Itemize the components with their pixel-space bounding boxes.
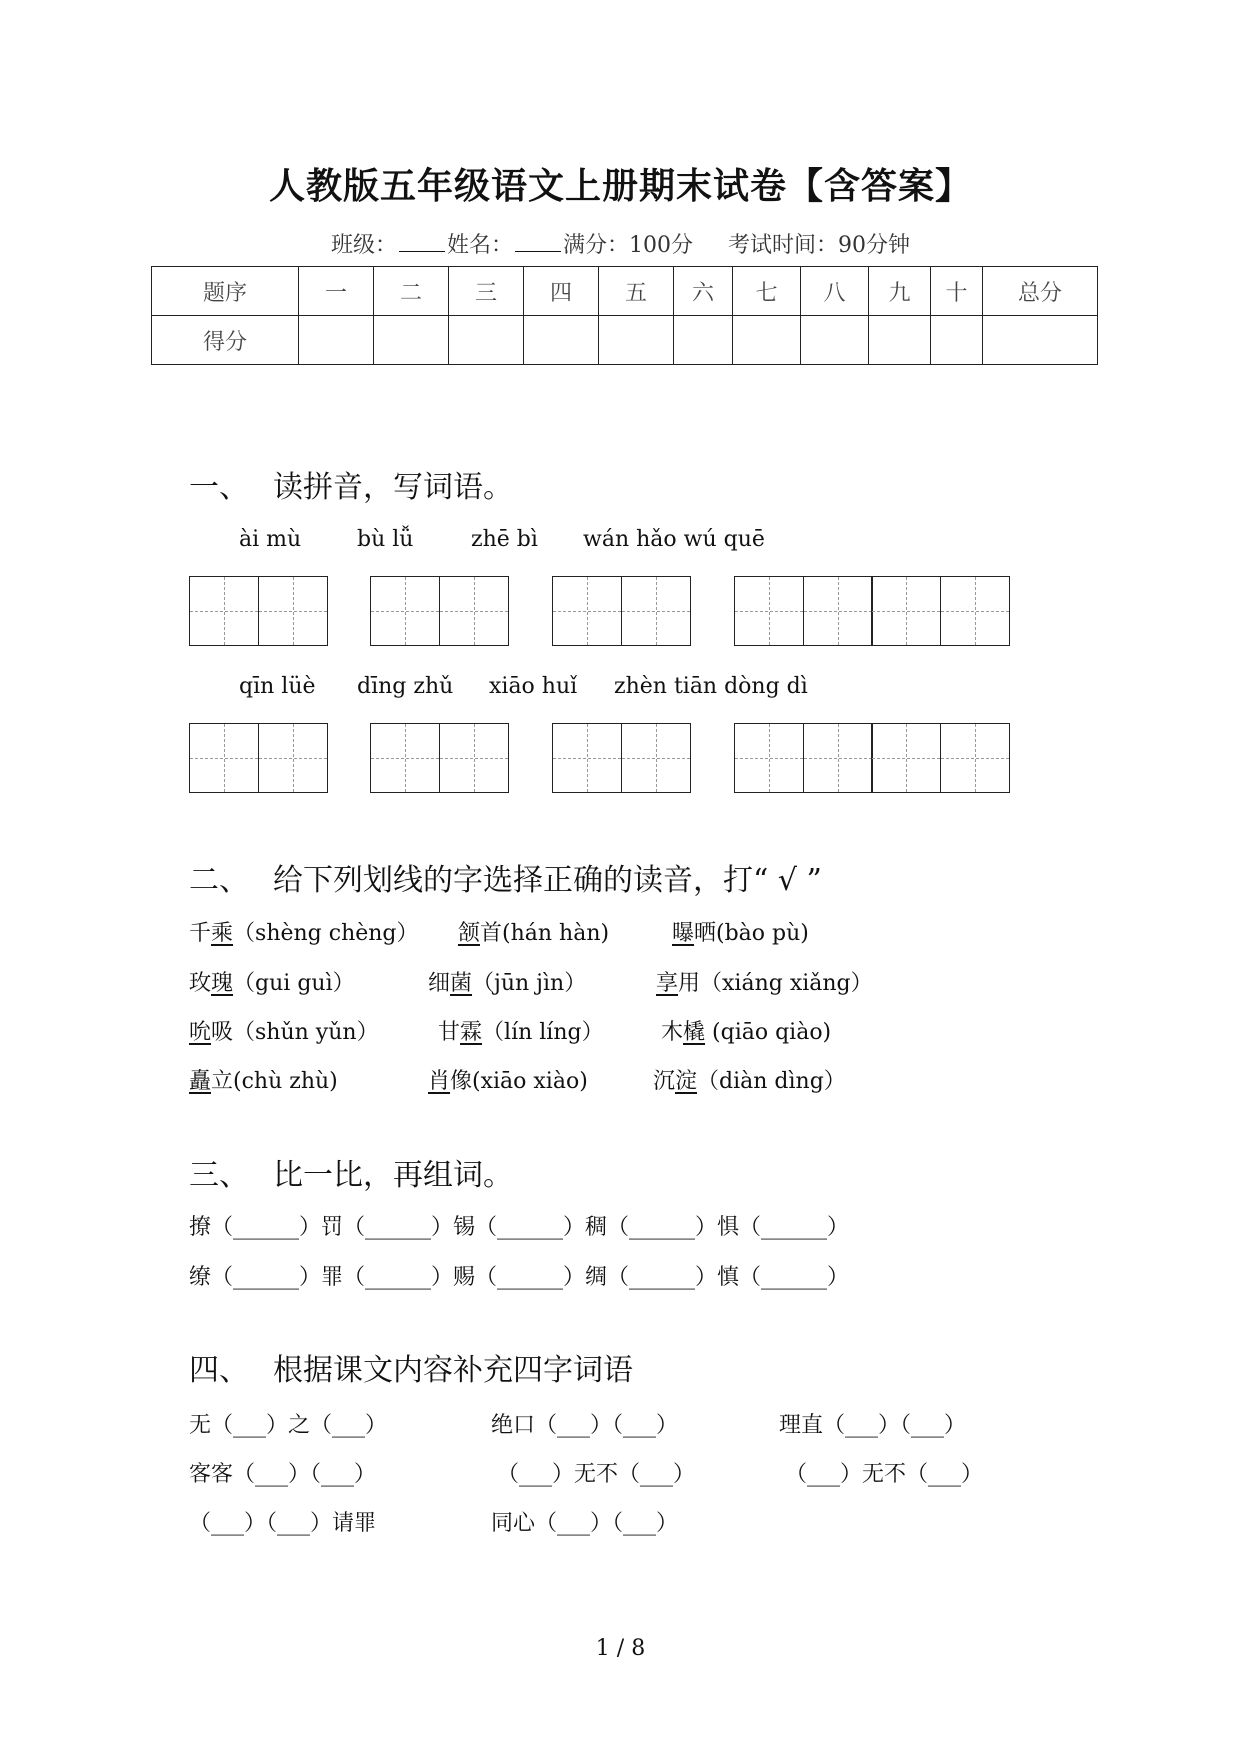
section-number: 二、	[189, 863, 249, 898]
score-cell[interactable]	[374, 316, 449, 365]
writing-grid[interactable]	[734, 576, 1010, 646]
score-cell[interactable]	[869, 316, 931, 365]
full-score: 满分：100分	[563, 233, 694, 258]
score-cell[interactable]	[733, 316, 801, 365]
reading-item	[189, 1064, 338, 1095]
score-cell[interactable]	[449, 316, 524, 365]
score-cell[interactable]	[674, 316, 733, 365]
reading-item	[656, 966, 873, 997]
section-title: 比一比，再组词。	[273, 1158, 513, 1193]
grid-cell[interactable]	[370, 723, 440, 793]
idiom-item[interactable]: （___）无不（___）	[497, 1462, 696, 1487]
grid-cell[interactable]	[940, 723, 1010, 793]
idiom-item[interactable]: 绝口（___）（___）	[491, 1413, 679, 1438]
header-cell: 八	[801, 267, 869, 316]
grid-cell[interactable]	[734, 723, 804, 793]
header-cell: 十	[931, 267, 983, 316]
underlined-char: 颔	[458, 921, 481, 946]
writing-grid[interactable]	[370, 576, 509, 646]
score-cell[interactable]	[299, 316, 374, 365]
item-options[interactable]: 用（xiáng xiǎng）	[678, 971, 873, 996]
score-cell[interactable]	[801, 316, 869, 365]
grid-cell[interactable]	[439, 576, 509, 646]
underlined-char: 橇	[683, 1020, 706, 1045]
writing-grid[interactable]	[552, 723, 691, 793]
page-title: 人教版五年级语文上册期末试卷【含答案】	[268, 165, 972, 207]
score-cell[interactable]	[983, 316, 1098, 365]
item-text: 沉	[653, 1069, 676, 1094]
item-text: 木	[661, 1020, 684, 1045]
item-options[interactable]: （shèng chèng）	[233, 921, 419, 946]
item-options[interactable]: 首(hán hàn)	[480, 921, 610, 946]
writing-grid[interactable]	[189, 723, 328, 793]
idiom-item[interactable]: 无（___）之（___）	[189, 1413, 388, 1438]
grid-cell[interactable]	[803, 723, 873, 793]
score-table-score-row	[152, 316, 1098, 365]
reading-item	[189, 916, 419, 947]
grid-cell[interactable]	[189, 576, 259, 646]
writing-grid[interactable]	[189, 576, 328, 646]
score-cell[interactable]	[599, 316, 674, 365]
item-options[interactable]: 立(chù zhù)	[211, 1069, 338, 1094]
reading-item	[653, 1064, 846, 1095]
grid-cell[interactable]	[258, 576, 328, 646]
writing-grid[interactable]	[552, 576, 691, 646]
item-options[interactable]: 吸（shǔn yǔn）	[211, 1020, 379, 1045]
pinyin: zhèn tiān dòng dì	[614, 674, 808, 699]
score-table-header-row	[152, 267, 1098, 316]
item-options[interactable]: （gui guì）	[233, 971, 355, 996]
reading-item	[661, 1015, 831, 1046]
pinyin: wán hǎo wú quē	[583, 527, 765, 552]
pinyin: ài mù	[239, 527, 302, 552]
item-options[interactable]: 晒(bào pù)	[694, 921, 809, 946]
page-number: 1 / 8	[595, 1636, 646, 1661]
header-cell: 二	[374, 267, 449, 316]
word-building-line[interactable]: 缭（______）罪（______）赐（______）绸（______）慎（______）	[189, 1265, 850, 1290]
pinyin: bù lǚ	[357, 527, 414, 552]
item-options[interactable]: （lín líng）	[482, 1020, 604, 1045]
header-cell: 题序	[152, 267, 299, 316]
underlined-char: 矗	[189, 1069, 212, 1094]
section-title: 给下列划线的字选择正确的读音，打“ √ ”	[273, 863, 822, 898]
section-1-heading	[189, 462, 513, 506]
reading-item	[438, 1015, 604, 1046]
underlined-char: 曝	[672, 921, 695, 946]
idiom-item[interactable]: （___）无不（___）	[785, 1462, 984, 1487]
grid-cell[interactable]	[552, 723, 622, 793]
grid-cell[interactable]	[871, 723, 941, 793]
idiom-item[interactable]: 理直（___）（___）	[779, 1413, 967, 1438]
idiom-item[interactable]: 同心（___）（___）	[491, 1511, 679, 1536]
reading-item	[672, 916, 809, 947]
grid-cell[interactable]	[871, 576, 941, 646]
score-cell[interactable]	[931, 316, 983, 365]
section-3-heading	[189, 1150, 513, 1194]
exam-time: 考试时间：90分钟	[728, 233, 910, 258]
writing-grid[interactable]	[370, 723, 509, 793]
underlined-char: 享	[656, 971, 679, 996]
underlined-char: 霖	[460, 1020, 483, 1045]
section-number: 一、	[189, 470, 249, 505]
underlined-char: 乘	[211, 921, 234, 946]
section-2-heading	[189, 855, 822, 899]
item-text: 千	[189, 921, 212, 946]
section-title: 读拼音，写词语。	[273, 470, 513, 505]
item-text: 甘	[438, 1020, 461, 1045]
score-cell[interactable]	[524, 316, 599, 365]
class-blank[interactable]	[399, 233, 445, 252]
header-cell: 总分	[983, 267, 1098, 316]
section-number: 三、	[189, 1158, 249, 1193]
item-text: 细	[428, 971, 451, 996]
section-4-heading	[189, 1345, 633, 1389]
grid-cell[interactable]	[258, 723, 328, 793]
underlined-char: 菌	[450, 971, 473, 996]
header-cell: 七	[733, 267, 801, 316]
pinyin: dīng zhǔ	[357, 674, 454, 699]
section-title: 根据课文内容补充四字词语	[273, 1353, 633, 1388]
reading-item	[189, 966, 355, 997]
grid-cell[interactable]	[552, 576, 622, 646]
underlined-char: 淀	[675, 1069, 698, 1094]
name-label: 姓名：	[447, 233, 514, 258]
grid-cell[interactable]	[370, 576, 440, 646]
reading-item	[428, 966, 586, 997]
underlined-char: 吮	[189, 1020, 212, 1045]
grid-cell[interactable]	[940, 576, 1010, 646]
underlined-char: 肖	[428, 1069, 451, 1094]
header-cell: 三	[449, 267, 524, 316]
item-options[interactable]: （diàn dìng）	[697, 1069, 846, 1094]
section-number: 四、	[189, 1353, 249, 1388]
item-text: 玫	[189, 971, 212, 996]
reading-item	[458, 916, 609, 947]
header-cell: 一	[299, 267, 374, 316]
idiom-item[interactable]: （___）（___）请罪	[189, 1511, 377, 1536]
grid-cell[interactable]	[734, 576, 804, 646]
header-cell: 五	[599, 267, 674, 316]
writing-grid[interactable]	[734, 723, 1010, 793]
grid-cell[interactable]	[621, 576, 691, 646]
grid-cell[interactable]	[189, 723, 259, 793]
exam-info	[0, 228, 1241, 259]
grid-cell[interactable]	[803, 576, 873, 646]
pinyin: xiāo huǐ	[489, 674, 578, 699]
class-label: 班级：	[331, 233, 398, 258]
name-blank[interactable]	[515, 233, 561, 252]
header-cell: 六	[674, 267, 733, 316]
pinyin: zhē bì	[471, 527, 538, 552]
item-options[interactable]: (qiāo qiào)	[705, 1020, 832, 1045]
grid-cell[interactable]	[621, 723, 691, 793]
idiom-item[interactable]: 客客（___）（___）	[189, 1462, 377, 1487]
score-table	[151, 266, 1098, 365]
header-cell: 四	[524, 267, 599, 316]
reading-item	[428, 1064, 588, 1095]
underlined-char: 瑰	[211, 971, 234, 996]
reading-item	[189, 1015, 379, 1046]
word-building-line[interactable]: 撩（______）罚（______）锡（______）稠（______）惧（______）	[189, 1215, 850, 1240]
pinyin: qīn lüè	[239, 674, 316, 699]
score-row-label: 得分	[152, 316, 299, 365]
header-cell: 九	[869, 267, 931, 316]
grid-cell[interactable]	[439, 723, 509, 793]
item-options[interactable]: （jūn jìn）	[472, 971, 587, 996]
item-options[interactable]: 像(xiāo xiào)	[450, 1069, 588, 1094]
